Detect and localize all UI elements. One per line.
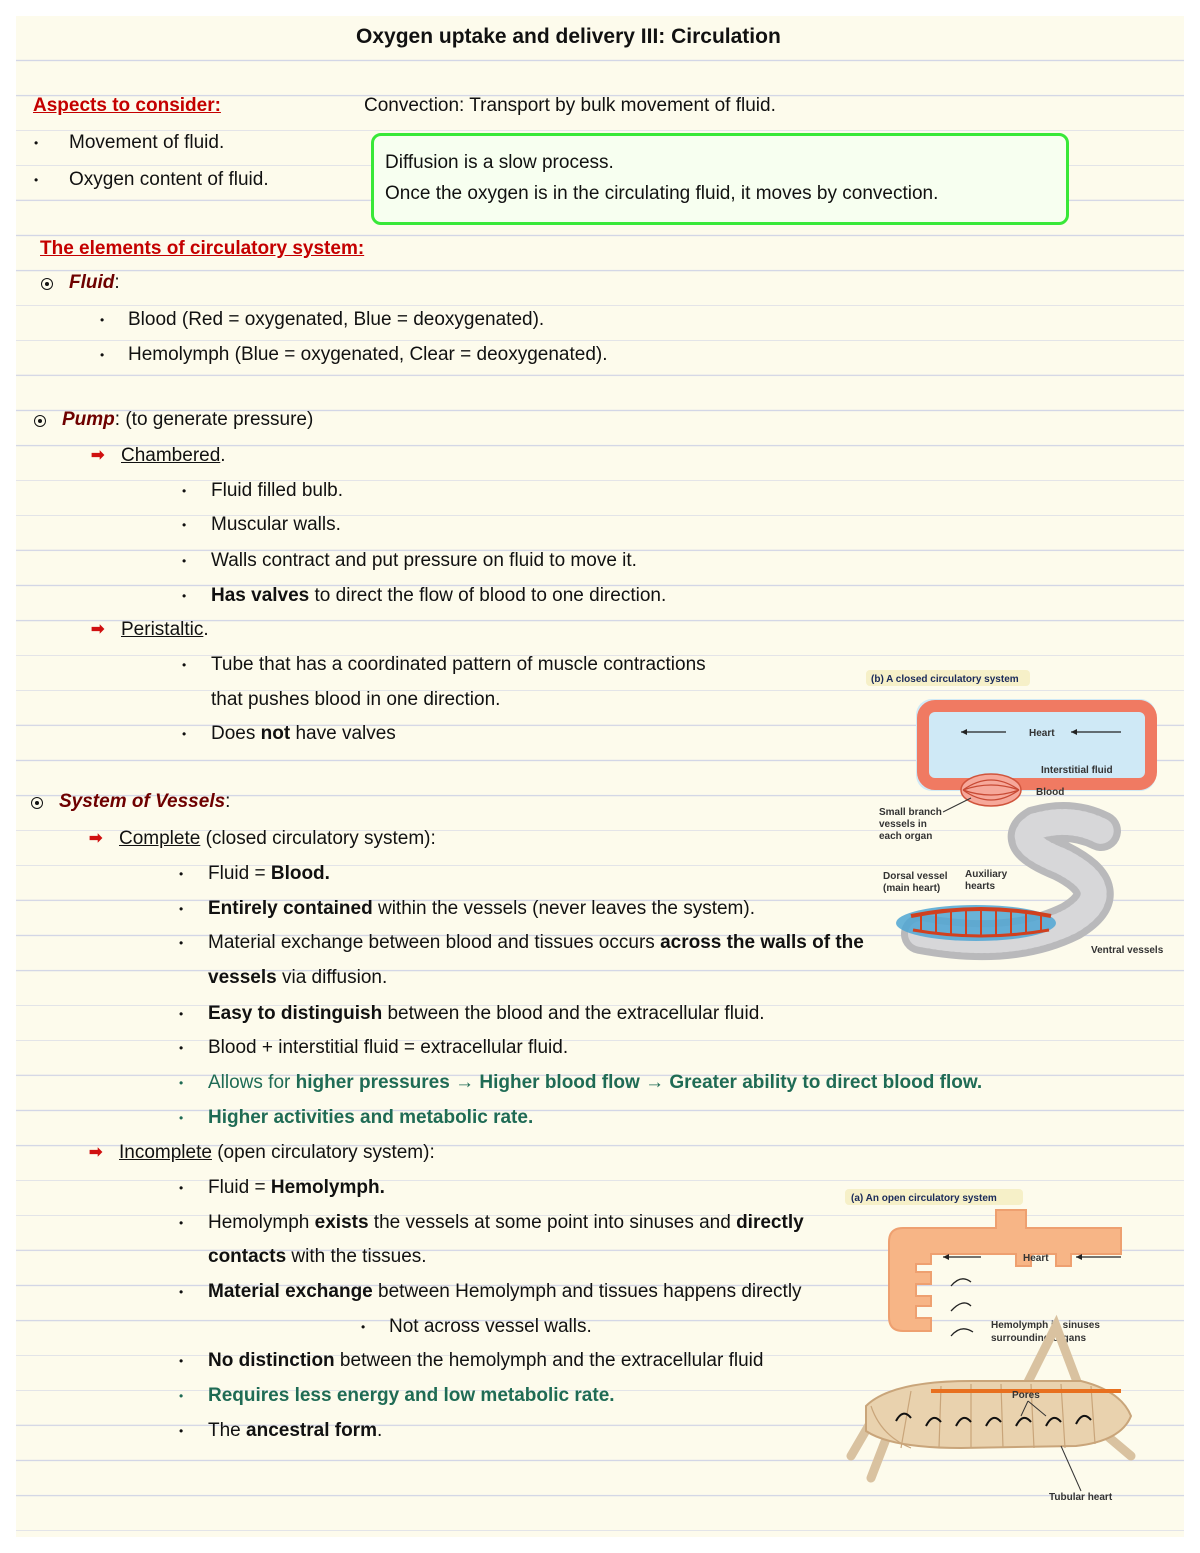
text-part: with the tissues. <box>286 1246 427 1267</box>
incomplete-ancestral <box>208 1419 382 1443</box>
text-bold: Hemolymph. <box>270 1177 385 1198</box>
incomplete-requires: Requires less energy and low metabolic rate. <box>208 1385 615 1406</box>
fluid-item: Blood (Red = oxygenated, Blue = deoxygenated). <box>128 309 545 330</box>
arrow-bullet-icon: ➡ <box>89 1144 103 1161</box>
vessels-heading <box>59 790 230 814</box>
complete-contained <box>208 897 755 921</box>
target-bullet-icon <box>34 415 46 427</box>
bullet-icon: • <box>182 554 187 568</box>
aspect-item: Oxygen content of fluid. <box>69 169 269 190</box>
arrow-bullet-icon: ➡ <box>89 830 103 847</box>
auxiliary-label-2: hearts <box>965 881 996 892</box>
dorsal-label-2: (main heart) <box>883 883 941 894</box>
text-bold: ancestral form <box>246 1420 377 1441</box>
peristaltic-dot: . <box>203 619 209 640</box>
peristaltic-no-valves <box>211 722 396 746</box>
complete-label: Complete <box>119 828 201 849</box>
bullet-icon: • <box>100 313 105 327</box>
open-caption: (a) An open circulatory system <box>851 1193 997 1204</box>
text-part: Does <box>211 723 261 744</box>
interstitial-label: Interstitial fluid <box>1041 765 1113 776</box>
complete-sum: Blood + interstitial fluid = extracellular fluid. <box>208 1037 569 1058</box>
chambered-item: Muscular walls. <box>211 514 341 535</box>
closed-caption: (b) A closed circulatory system <box>871 674 1019 685</box>
peristaltic-item: Tube that has a coordinated pattern of muscle contractions <box>211 654 706 675</box>
arrow-bullet-icon: ➡ <box>91 621 105 638</box>
callout-line-1: Diffusion is a slow process. <box>385 152 614 173</box>
bullet-icon: • <box>179 1354 184 1368</box>
chambered-dot: . <box>220 445 226 466</box>
incomplete-exists <box>208 1211 804 1235</box>
text-bold: vessels <box>208 967 277 988</box>
vessels-label: System of Vessels <box>59 791 226 812</box>
bullet-icon: • <box>179 867 184 881</box>
pointer-line <box>943 798 971 812</box>
bullet-icon: • <box>179 902 184 916</box>
bullet-icon: • <box>179 1181 184 1195</box>
complete-exchange <box>208 931 864 955</box>
valves-rest: to direct the flow of blood to one direction. <box>309 585 667 606</box>
aspect-item: Movement of fluid. <box>69 132 225 153</box>
incomplete-suffix: (open circulatory system): <box>211 1142 435 1163</box>
small-branch-label-2: vessels in <box>879 819 927 830</box>
target-bullet-icon <box>41 278 53 290</box>
text-part: Material exchange between blood and tissues occurs <box>208 932 661 953</box>
hemolymph-label-2: surrounding organs <box>991 1333 1086 1344</box>
vessels-colon: : <box>225 791 231 812</box>
elements-heading: The elements of circulatory system: <box>40 238 365 259</box>
incomplete-fluid <box>208 1176 385 1200</box>
text-bold: not <box>260 723 291 744</box>
fluid-colon: : <box>114 272 120 293</box>
callout-line-2: Once the oxygen is in the circulating fluid, it moves by convection. <box>385 183 939 204</box>
bullet-icon: • <box>34 173 39 187</box>
bullet-icon: • <box>179 1285 184 1299</box>
peristaltic-item-cont: that pushes blood in one direction. <box>211 689 501 710</box>
text-bold: directly <box>736 1212 804 1233</box>
text-part: within the vessels (never leaves the system). <box>372 898 755 919</box>
complete-fluid <box>208 862 330 886</box>
small-branch-label-3: each organ <box>879 831 933 842</box>
loop-bg <box>916 699 1156 791</box>
text-bold: contacts <box>208 1246 287 1267</box>
bullet-icon: • <box>179 1111 184 1125</box>
complete-allows <box>208 1071 982 1095</box>
bullet-icon: • <box>179 1216 184 1230</box>
text-bold: Blood. <box>270 863 330 884</box>
bullet-icon: • <box>34 136 39 150</box>
complete-exchange-cont <box>208 966 387 990</box>
text-part: . <box>376 1420 383 1441</box>
text-part: the vessels at some point into sinuses and <box>368 1212 737 1233</box>
peristaltic-heading <box>121 618 209 642</box>
text-part: between the blood and the extracellular fluid. <box>382 1003 765 1024</box>
fluid-item: Hemolymph (Blue = oxygenated, Clear = deoxygenated). <box>128 344 608 365</box>
text-bold: No distinction <box>208 1350 335 1371</box>
hemolymph-label-1: Hemolymph in sinuses <box>991 1320 1100 1331</box>
bullet-icon: • <box>179 1076 184 1090</box>
bullet-icon: • <box>182 484 187 498</box>
bullet-icon: • <box>179 1389 184 1403</box>
text-part: Hemolymph <box>208 1212 315 1233</box>
bullet-icon: • <box>179 936 184 950</box>
text-part: between the hemolymph and the extracellular fluid <box>334 1350 764 1371</box>
bullet-icon: • <box>179 1424 184 1438</box>
chambered-item: Walls contract and put pressure on fluid to move it. <box>211 550 637 571</box>
text-part: The <box>208 1420 247 1441</box>
diffusion-callout <box>371 133 1069 225</box>
incomplete-exists-cont <box>208 1245 427 1269</box>
text-part: via diffusion. <box>276 967 388 988</box>
text-part: Fluid = <box>208 1177 271 1198</box>
text-part: Allows for <box>208 1072 296 1093</box>
chambered-label: Chambered <box>121 445 221 466</box>
fluid-label: Fluid <box>69 272 115 293</box>
convection-text: Convection: Transport by bulk movement of fluid. <box>364 95 776 116</box>
chambered-heading <box>121 444 226 468</box>
text-bold: across the walls of the <box>660 932 864 953</box>
pump-suffix: : (to generate pressure) <box>114 409 314 430</box>
bullet-icon: • <box>182 727 187 741</box>
tubular-label: Tubular heart <box>1049 1492 1113 1503</box>
incomplete-nodist <box>208 1349 763 1373</box>
fluid-heading <box>69 271 120 295</box>
bullet-icon: • <box>182 589 187 603</box>
text-bold: Material exchange <box>208 1281 373 1302</box>
arrow-bullet-icon: ➡ <box>91 447 105 464</box>
complete-suffix: (closed circulatory system): <box>200 828 436 849</box>
bullet-icon: • <box>182 518 187 532</box>
small-branch-label-1: Small branch <box>879 807 942 818</box>
text-part: between Hemolymph and tissues happens directly <box>372 1281 802 1302</box>
closed-circulatory-figure <box>861 666 1164 956</box>
aspects-heading: Aspects to consider: <box>33 95 221 116</box>
pump-heading <box>62 408 313 432</box>
ventral-label: Ventral vessels <box>1091 945 1164 956</box>
chambered-item: Fluid filled bulb. <box>211 480 344 501</box>
bullet-icon: • <box>179 1007 184 1021</box>
incomplete-exchange <box>208 1280 802 1304</box>
incomplete-label: Incomplete <box>119 1142 212 1163</box>
pump-label: Pump <box>62 409 115 430</box>
text-bold: Easy to distinguish <box>208 1003 383 1024</box>
incomplete-not-across: Not across vessel walls. <box>389 1316 592 1337</box>
auxiliary-label-1: Auxiliary <box>965 869 1008 880</box>
incomplete-heading <box>119 1141 435 1165</box>
notes-page <box>16 16 1184 1537</box>
bullet-icon: • <box>361 1320 366 1334</box>
bullet-icon: • <box>100 348 105 362</box>
complete-distinguish <box>208 1002 765 1026</box>
complete-heading <box>119 827 436 851</box>
valves-bold: Has valves <box>211 585 310 606</box>
sinus-arrows <box>951 1279 973 1336</box>
peristaltic-label: Peristaltic <box>121 619 204 640</box>
text-bold: exists <box>314 1212 369 1233</box>
blood-label: Blood <box>1036 787 1065 798</box>
text-part: have valves <box>290 723 396 744</box>
text-part: Fluid = <box>208 863 271 884</box>
dorsal-label-1: Dorsal vessel <box>883 871 948 882</box>
bullet-icon: • <box>182 658 187 672</box>
heart-tube <box>889 1210 1121 1331</box>
pointer-line <box>1061 1446 1081 1491</box>
bullet-icon: • <box>179 1041 184 1055</box>
target-bullet-icon <box>31 797 43 809</box>
open-heart-label: Heart <box>1023 1253 1049 1264</box>
open-circulatory-figure <box>831 1186 1151 1503</box>
pores-label: Pores <box>1012 1390 1040 1401</box>
text-bold: higher pressures → Higher blood flow → Greater ability to direct blood flow. <box>295 1072 983 1093</box>
complete-higher: Higher activities and metabolic rate. <box>208 1107 534 1128</box>
page-title: Oxygen uptake and delivery III: Circulation <box>356 25 781 48</box>
closed-heart-label: Heart <box>1029 728 1055 739</box>
capillary-bed <box>961 774 1021 806</box>
chambered-valves <box>211 584 666 608</box>
text-bold: Entirely contained <box>208 898 373 919</box>
